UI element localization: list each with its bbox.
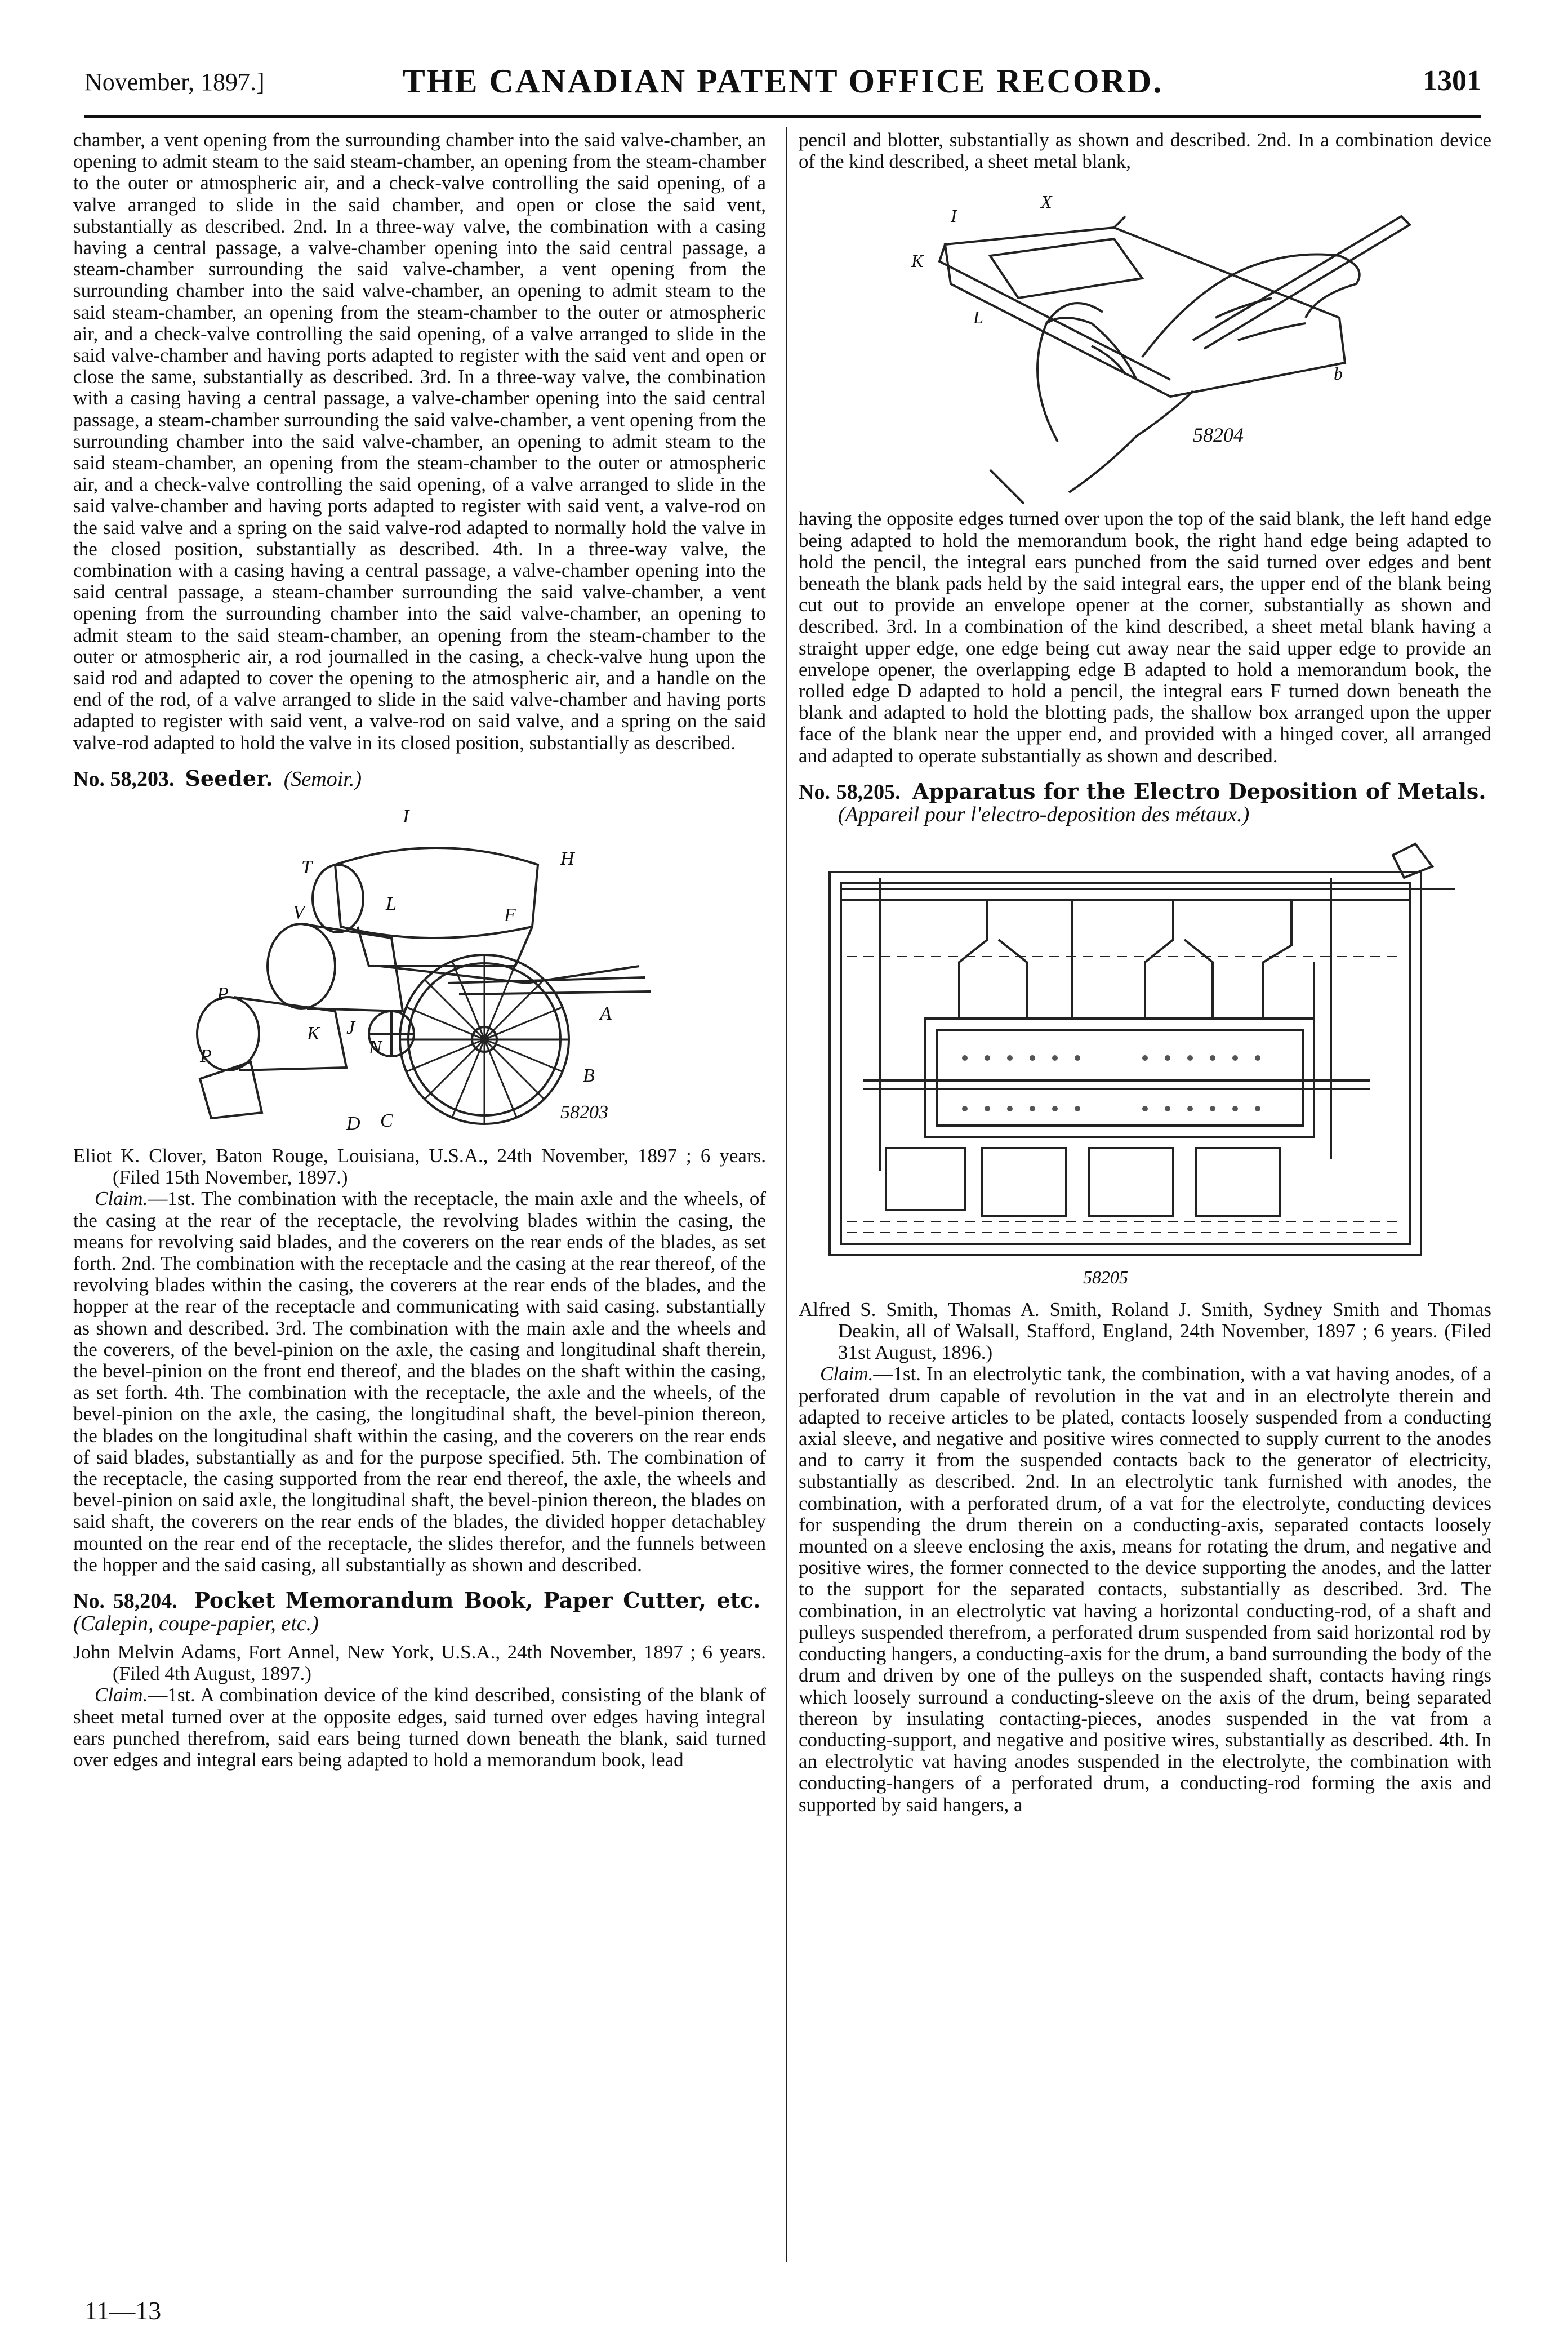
- svg-text:X: X: [1041, 192, 1052, 212]
- svg-text:F: F: [504, 904, 516, 926]
- patent-title: Apparatus for the Electro Deposition of Metals.: [912, 778, 1486, 804]
- svg-text:P: P: [217, 983, 229, 1004]
- right-column: [799, 130, 1491, 1816]
- patent-number: No. 58,205.: [799, 780, 901, 804]
- figure-number: 58205: [1083, 1266, 1128, 1287]
- patent-french-title: (Semoir.): [283, 767, 362, 791]
- svg-text:K: K: [307, 1022, 320, 1044]
- svg-text:V: V: [293, 901, 305, 923]
- svg-text:I: I: [951, 206, 957, 226]
- page-number: 1301: [1423, 65, 1481, 97]
- claim-58204: [73, 1684, 766, 1771]
- memorandum-book-figure: [877, 177, 1413, 504]
- claim-58205: [799, 1363, 1491, 1815]
- svg-text:N: N: [369, 1037, 382, 1058]
- patent-heading-58205: [799, 780, 1491, 826]
- svg-text:B: B: [583, 1065, 595, 1086]
- continuation-text-bottom: having the opposite edges turned over upon the top of the said blank, the left hand edge being adapted to hold the memorandum book, the right hand edge being adapted to hold the pencil, the integral ears punched from the said turned over edges and bent beneath the blank pads held by the said integral ears, the upper end of the blank being cut out to provide an envelope opener at the corner, substantially as shown and described. 3rd. In a combination of the kind described, a sheet metal blank having a straight upper edge, one edge being cut away near the said upper edge to provide an envelope opener, the overlapping edge B adapted to hold a memorandum book, the rolled edge D adapted to hold a pencil, the integral ears F turned down beneath the blank and adapted to hold the blotting pads, the shallow box arranged upon the upper face of the blank near the upper end, and provided with a hinged cover, all arranged and adapted to operate substantially as shown and described.: [799, 508, 1491, 767]
- svg-text:D: D: [346, 1113, 360, 1134]
- patent-title: Pocket Memorandum Book, Paper Cutter, etc.: [194, 1587, 761, 1613]
- claim-58203: [73, 1188, 766, 1576]
- svg-text:C: C: [380, 1110, 393, 1131]
- svg-text:A: A: [600, 1003, 612, 1024]
- claim-text: —1st. The combination with the receptacle, the main axle and the wheels, of the casing at the rear of the receptacle, the revolving blades within the casing, the means for revolving said blades, and the coverers on the rear ends of the blades, as set forth. 2nd. The combination with the receptacle and the casing at the rear thereof, of the revolving blades within the casing, the coverers at the rear ends of the blades, and the hopper at the rear of the receptacle and communicating with said casing. substantially as shown and described. 3rd. The combination with the main axle and the wheels and the coverers, of the bevel-pinion on the axle, the casing and longitudinal shaft therein, the bevel-pinion on the front end thereof, and the blades on the shaft within the casing, as set forth. 4th. The combination with the receptacle, the axle and the wheels, of the bevel-pinion on the axle, the casing, the longitudinal shaft, the bevel-pinion thereon, the blades on the longitudinal shaft within the casing, and the coverers on the rear ends of said blades, substantially as and for the purpose specified. 5th. The combination of the receptacle, the casing supported from the rear end thereof, the axle, the wheels and bevel-pinion on said axle, the longitudinal shaft, the bevel-pinion thereon, the blades on said shaft, the coverers on the rear ends of the blades, the divided hopper detachabley mounted on the rear end of the receptacle, the slides therefor, and the funnels between the hopper and the said casing, all substantially as shown and described.: [73, 1188, 766, 1576]
- figure-number: 58204: [1193, 424, 1244, 447]
- journal-title: THE CANADIAN PATENT OFFICE RECORD.: [402, 63, 1164, 100]
- continuation-text: chamber, a vent opening from the surrounding chamber into the said valve-chamber, an opening to admit steam to the said steam-chamber, an opening from the steam-chamber to the outer or atmospheric air, and a check-valve controlling the said opening, of a valve arranged to slide in the said chamber, and open or close the said vent, substantially as described. 2nd. In a three-way valve, the combination with a casing having a central passage, a valve-chamber opening into the said central passage, a steam-chamber surrounding the said valve-chamber, a vent opening from the surrounding chamber into the said valve-chamber, an opening to admit steam to the said steam-chamber, an opening from the steam-chamber to the outer or atmospheric air, and a check-valve controlling the said opening, of a valve arranged to slide in the said valve-chamber and having ports adapted to register with the said vent and open or close the same, substantially as described. 3rd. In a three-way valve, the combination with a casing having a central passage, a valve-chamber opening into the said central passage, a steam-chamber surrounding the said valve-chamber, a vent opening from the surrounding chamber into the said valve-chamber, an opening to admit steam to the said steam-chamber, an opening from the steam-chamber to the outer or atmospheric air, and a check-valve controlling the said opening, of a valve arranged to slide in the said valve-chamber and having ports adapted to register with said vent, a valve-rod on the said valve and a spring on the said valve-rod adapted to normally hold the valve in the closed position, substantially as described. 4th. In a three-way valve, the combination with a casing having a central passage, a valve-chamber opening into the said central passage, a steam-chamber surrounding the said valve-chamber, a vent opening from the surrounding chamber into the said valve-chamber, an opening to admit steam to the said steam-chamber, an opening from the steam-chamber to the outer or atmospheric air, a rod journalled in the casing, a check-valve hung upon the said rod and adapted to cover the opening to the atmospheric air, and a handle on the end of the rod, of a valve arranged to slide in the said valve-chamber and having ports adapted to register with said vent, a valve-rod on said valve, and a spring on the said valve-rod adapted to hold the valve in its closed position, substantially as described.: [73, 129, 766, 754]
- seeder-figure: [166, 797, 673, 1141]
- continuation-text-top: pencil and blotter, substantially as shown and described. 2nd. In a combination device of the kind described, a sheet metal blank,: [799, 129, 1491, 173]
- patent-number: No. 58,204.: [73, 1589, 177, 1613]
- applicant-58204: John Melvin Adams, Fort Annel, New York, U.S.A., 24th November, 1897 ; 6 years. (Filed 4th August, 1897.): [73, 1640, 766, 1685]
- svg-text:L: L: [386, 893, 397, 914]
- svg-text:K: K: [911, 251, 924, 272]
- claim-text: —1st. A combination device of the kind described, consisting of the blank of sheet metal turned over at the opposite edges, said turned over edges having integral ears punched therefrom, said ears being turned down beneath the blank, said turned over edges and integral ears being adapted to hold a memorandum book, lead: [73, 1684, 766, 1771]
- issue-date: November, 1897.]: [84, 68, 265, 96]
- claim-text: —1st. In an electrolytic tank, the combination, with a vat having anodes, of a perforated drum capable of revolution in the vat and in an electrolyte therein and adapted to receive articles to be plated, contacts loosely suspended from a conducting axial sleeve, and negative and positive wires connected to supply current to the anodes and to carry it from the suspended contacts back to the generator of electricity, substantially as described. 2nd. In an electrolytic tank furnished with anodes, the combination, with a perforated drum, of a vat for the electrolyte, conducting devices for suspending the drum therein on a conducting-axis, separated contacts loosely mounted on a sleeve enclosing the axis, means for rotating the drum, and negative and positive wires, the former connected to the device supporting the anodes, and the latter to the support for the separated contacts, substantially as described. 3rd. The combination, in an electrolytic vat having a horizontal conducting-rod, of a shaft and pulleys suspended therefrom, a perforated drum suspended from said horizontal rod by conducting hangers, a conducting-axis for the drum, a band surrounding the body of the drum and driven by one of the pulleys on the suspended shaft, contacts having rings which loosely surround a conducting-sleeve on the axis of the drum, being separated thereon by insulating contacting-pieces, anodes suspended in the vat from a conducting-support, and negative and positive wires, substantially as described. 4th. In an electrolytic vat having anodes suspended in the electrolyte, the combination with conducting-hangers of a perforated drum, a conducting-rod forming the axis and supported by said hangers, a: [799, 1363, 1491, 1816]
- claim-label: Claim.: [95, 1684, 148, 1706]
- claim-label: Claim.: [820, 1363, 874, 1385]
- patent-french-title: (Appareil pour l'electro-deposition des métaux.): [838, 802, 1250, 826]
- claim-label: Claim.: [95, 1188, 148, 1210]
- column-divider: [786, 127, 787, 2262]
- svg-text:b: b: [1334, 363, 1343, 384]
- left-column: [73, 130, 766, 1771]
- svg-text:H: H: [560, 848, 574, 869]
- svg-text:I: I: [403, 806, 409, 827]
- svg-text:J: J: [346, 1017, 355, 1038]
- page-header: [84, 62, 1481, 107]
- svg-text:P: P: [200, 1045, 212, 1066]
- patent-number: No. 58,203.: [73, 767, 175, 791]
- header-rule: [84, 115, 1481, 118]
- patent-heading-58204: [73, 1589, 766, 1635]
- svg-text:T: T: [301, 856, 312, 878]
- patent-french-title: (Calepin, coupe-papier, etc.): [73, 1611, 319, 1635]
- patent-heading-58203: [73, 767, 766, 790]
- svg-text:L: L: [973, 307, 983, 328]
- applicant-58203: Eliot K. Clover, Baton Rouge, Louisiana, U.S.A., 24th November, 1897 ; 6 years. (Filed 15th November, 1897.): [73, 1144, 766, 1189]
- figure-number: 58203: [560, 1101, 608, 1123]
- electro-deposition-figure: [807, 833, 1483, 1295]
- patent-title: Seeder.: [185, 765, 273, 791]
- signature-mark: 11—13: [84, 2296, 162, 2325]
- applicant-58205: Alfred S. Smith, Thomas A. Smith, Roland J. Smith, Sydney Smith and Thomas Deakin, all of Walsall, Stafford, England, 24th November, 1897 ; 6 years. (Filed 31st August, 1896.): [799, 1298, 1491, 1364]
